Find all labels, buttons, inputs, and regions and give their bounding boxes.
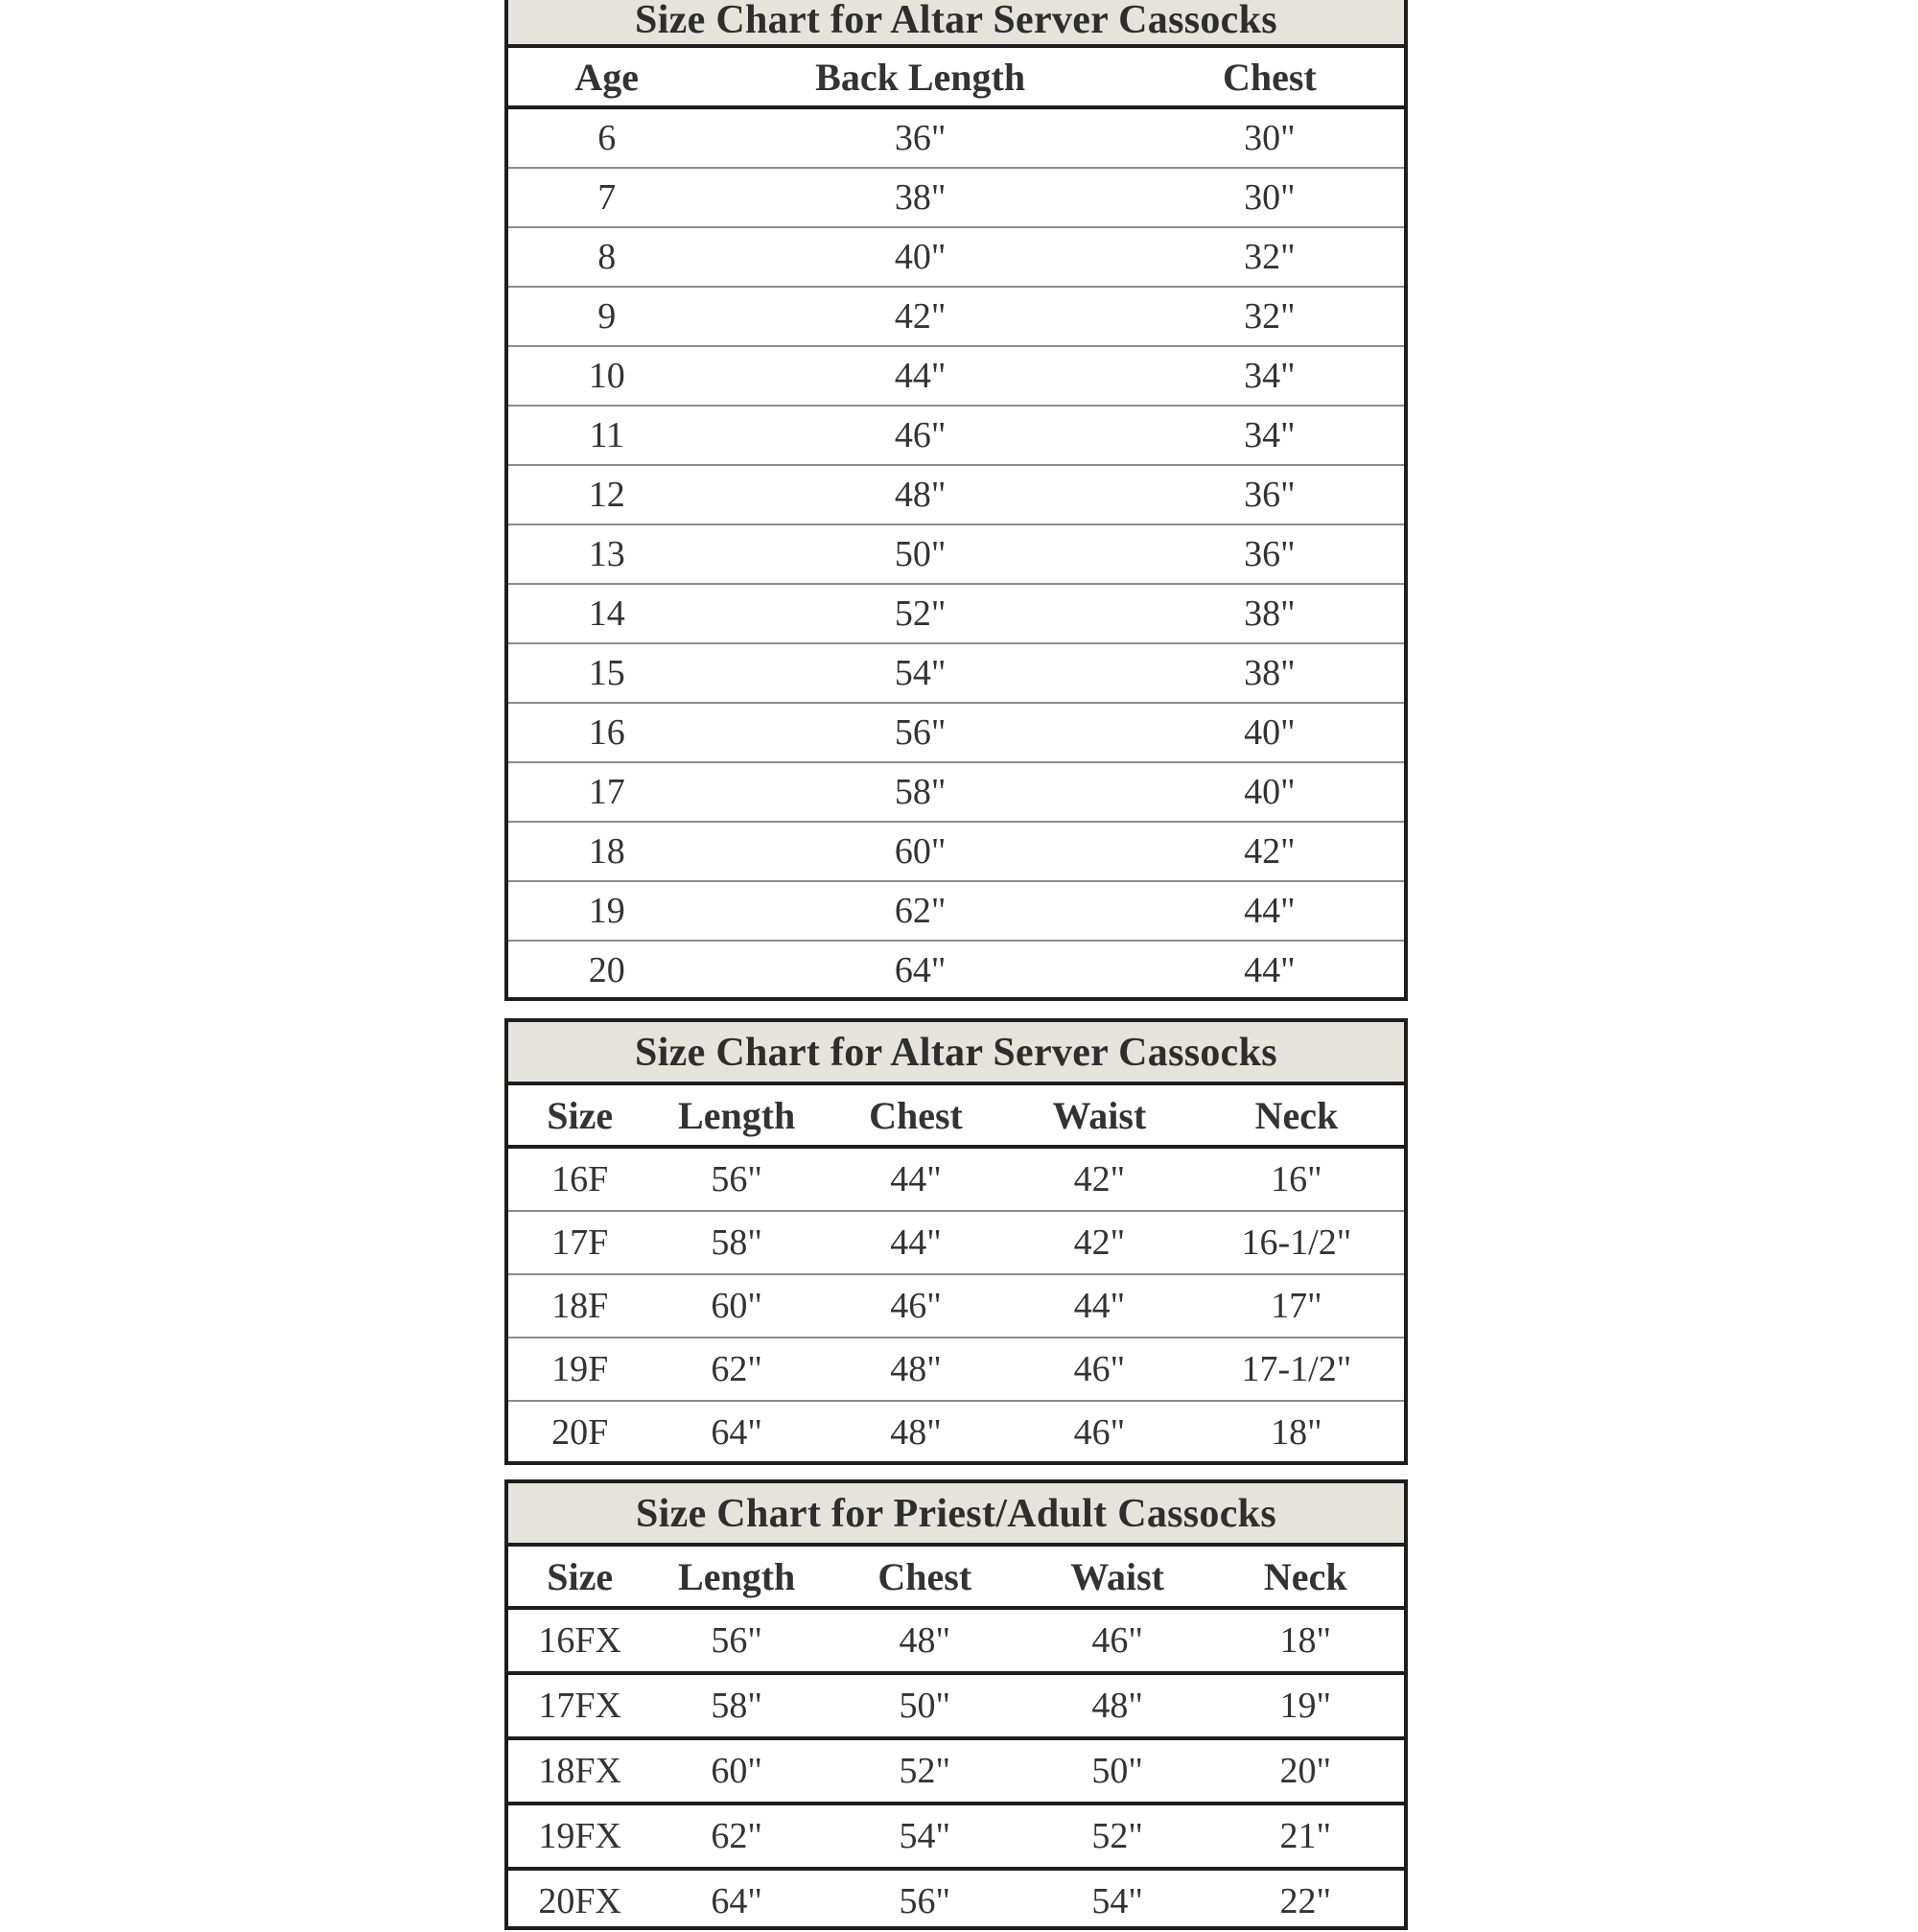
column-header: Length [651, 1547, 821, 1608]
table-cell: 32" [1135, 287, 1404, 346]
table-cell: 18F [508, 1274, 651, 1338]
column-header: Size [508, 1547, 651, 1608]
table-cell: 56" [705, 703, 1134, 762]
table-row [508, 1673, 1404, 1738]
table-cell: 46" [822, 1274, 1010, 1338]
header-row [508, 1547, 1404, 1608]
table-cell: 30" [1135, 107, 1404, 168]
table-cell: 42" [705, 287, 1134, 346]
table-cell: 40" [1135, 762, 1404, 822]
table-cell: 48" [890, 1412, 942, 1453]
table-cell: 54" [822, 1804, 1028, 1869]
column-header: Back Length [705, 48, 1134, 107]
table-row [508, 107, 1404, 168]
table-cell: 16-1/2" [1189, 1211, 1404, 1274]
table-cell: 18" [1271, 1412, 1322, 1453]
size-table [508, 48, 1404, 999]
table-cell: 46" [705, 406, 1134, 465]
table-cell: 20 [588, 950, 625, 990]
table-cell: 48" [1028, 1673, 1207, 1738]
table-cell: 8 [508, 227, 705, 287]
table-cell: 17" [1189, 1274, 1404, 1338]
table-cell: 48" [705, 465, 1134, 524]
table-row [508, 1274, 1404, 1338]
column-header: Chest [1135, 48, 1404, 107]
column-header: Chest [822, 1547, 1028, 1608]
column-header: Age [508, 48, 705, 107]
table-cell: 19F [508, 1338, 651, 1401]
table-cell: 19 [508, 881, 705, 941]
table-cell: 21" [1207, 1804, 1405, 1869]
table-cell: 56" [651, 1147, 821, 1211]
table-cell: 48" [822, 1338, 1010, 1401]
table-cell: 17 [508, 762, 705, 822]
table-cell: 19" [1207, 1673, 1405, 1738]
table-cell: 44" [1244, 950, 1296, 990]
table-cell: 30" [1135, 168, 1404, 227]
table-row [508, 703, 1404, 762]
table-cell: 50" [705, 524, 1134, 584]
table-row [508, 406, 1404, 465]
priest-adult-size-chart [504, 1479, 1408, 1930]
table-cell: 40" [705, 227, 1134, 287]
table-cell: 6 [508, 107, 705, 168]
column-header: Neck [1207, 1547, 1405, 1608]
table-row [508, 168, 1404, 227]
table-row [508, 643, 1404, 703]
table-cell: 20F [551, 1412, 609, 1453]
table-row [508, 941, 1404, 999]
table-cell: 54" [705, 643, 1134, 703]
table-cell: 42" [1010, 1147, 1189, 1211]
table-cell: 18FX [508, 1738, 651, 1804]
table-cell: 19FX [508, 1804, 651, 1869]
size-table [508, 1085, 1404, 1463]
table-cell: 36" [1135, 465, 1404, 524]
table-cell: 22" [1279, 1881, 1331, 1921]
table-cell: 62" [651, 1804, 821, 1869]
table-row [508, 1608, 1404, 1673]
table-cell: 50" [1028, 1738, 1207, 1804]
header-row [508, 1085, 1404, 1147]
table-cell: 36" [1135, 524, 1404, 584]
table-cell: 56" [651, 1608, 821, 1673]
table-cell: 64" [711, 1412, 762, 1453]
table-cell: 60" [651, 1738, 821, 1804]
size-table [508, 1547, 1404, 1932]
table-row [508, 762, 1404, 822]
table-cell: 11 [508, 406, 705, 465]
table-row [508, 287, 1404, 346]
chart-title: Size Chart for Priest/Adult Cassocks [508, 1483, 1404, 1547]
table-cell: 54" [1091, 1881, 1143, 1921]
table-cell: 64" [894, 950, 947, 990]
table-cell: 20" [1207, 1738, 1405, 1804]
chart-title: Size Chart for Altar Server Cassocks [508, 1022, 1404, 1085]
table-row [508, 465, 1404, 524]
table-cell: 58" [705, 762, 1134, 822]
column-header: Neck [1189, 1085, 1404, 1147]
table-cell: 17FX [508, 1673, 651, 1738]
table-cell: 48" [822, 1608, 1028, 1673]
table-cell: 16F [508, 1147, 651, 1211]
table-cell: 60" [705, 822, 1134, 881]
table-row [508, 584, 1404, 643]
table-cell: 42" [1010, 1211, 1189, 1274]
table-cell: 46" [1028, 1608, 1207, 1673]
table-cell: 17-1/2" [1189, 1338, 1404, 1401]
table-cell: 16" [1189, 1147, 1404, 1211]
table-row [508, 1804, 1404, 1869]
column-header: Length [651, 1085, 821, 1147]
table-cell: 62" [651, 1338, 821, 1401]
table-cell: 34" [1135, 346, 1404, 406]
table-cell: 20FX [538, 1881, 621, 1921]
table-row [508, 1147, 1404, 1211]
table-row [508, 1401, 1404, 1463]
column-header: Chest [822, 1085, 1010, 1147]
altar-server-age-size-chart [504, 0, 1408, 1001]
table-cell: 9 [508, 287, 705, 346]
table-cell: 44" [705, 346, 1134, 406]
table-cell: 56" [899, 1881, 951, 1921]
table-cell: 44" [822, 1211, 1010, 1274]
table-cell: 50" [822, 1673, 1028, 1738]
table-cell: 16 [508, 703, 705, 762]
table-row [508, 346, 1404, 406]
table-cell: 58" [651, 1211, 821, 1274]
table-cell: 52" [705, 584, 1134, 643]
column-header: Waist [1010, 1085, 1189, 1147]
table-cell: 60" [651, 1274, 821, 1338]
table-cell: 52" [822, 1738, 1028, 1804]
table-cell: 14 [508, 584, 705, 643]
table-cell: 36" [705, 107, 1134, 168]
chart-title: Size Chart for Altar Server Cassocks [508, 0, 1404, 48]
table-row [508, 881, 1404, 941]
table-cell: 38" [1135, 584, 1404, 643]
table-row [508, 822, 1404, 881]
table-cell: 46" [1010, 1338, 1189, 1401]
table-cell: 7 [508, 168, 705, 227]
table-row [508, 524, 1404, 584]
table-cell: 16FX [508, 1608, 651, 1673]
table-cell: 62" [705, 881, 1134, 941]
table-cell: 34" [1135, 406, 1404, 465]
table-cell: 44" [1135, 881, 1404, 941]
table-cell: 42" [1135, 822, 1404, 881]
table-cell: 58" [651, 1673, 821, 1738]
table-row [508, 227, 1404, 287]
table-cell: 17F [508, 1211, 651, 1274]
table-cell: 40" [1135, 703, 1404, 762]
column-header: Waist [1028, 1547, 1207, 1608]
table-cell: 32" [1135, 227, 1404, 287]
table-cell: 12 [508, 465, 705, 524]
table-cell: 46" [1073, 1412, 1126, 1453]
table-cell: 38" [705, 168, 1134, 227]
table-cell: 15 [508, 643, 705, 703]
table-row [508, 1869, 1404, 1932]
table-cell: 18" [1207, 1608, 1405, 1673]
table-cell: 44" [822, 1147, 1010, 1211]
header-row [508, 48, 1404, 107]
table-row [508, 1738, 1404, 1804]
table-cell: 38" [1135, 643, 1404, 703]
table-cell: 18 [508, 822, 705, 881]
table-cell: 13 [508, 524, 705, 584]
column-header: Size [508, 1085, 651, 1147]
table-row [508, 1211, 1404, 1274]
altar-server-fitted-size-chart [504, 1018, 1408, 1465]
table-cell: 52" [1028, 1804, 1207, 1869]
table-cell: 10 [508, 346, 705, 406]
table-cell: 64" [711, 1881, 762, 1921]
table-row [508, 1338, 1404, 1401]
table-cell: 44" [1010, 1274, 1189, 1338]
